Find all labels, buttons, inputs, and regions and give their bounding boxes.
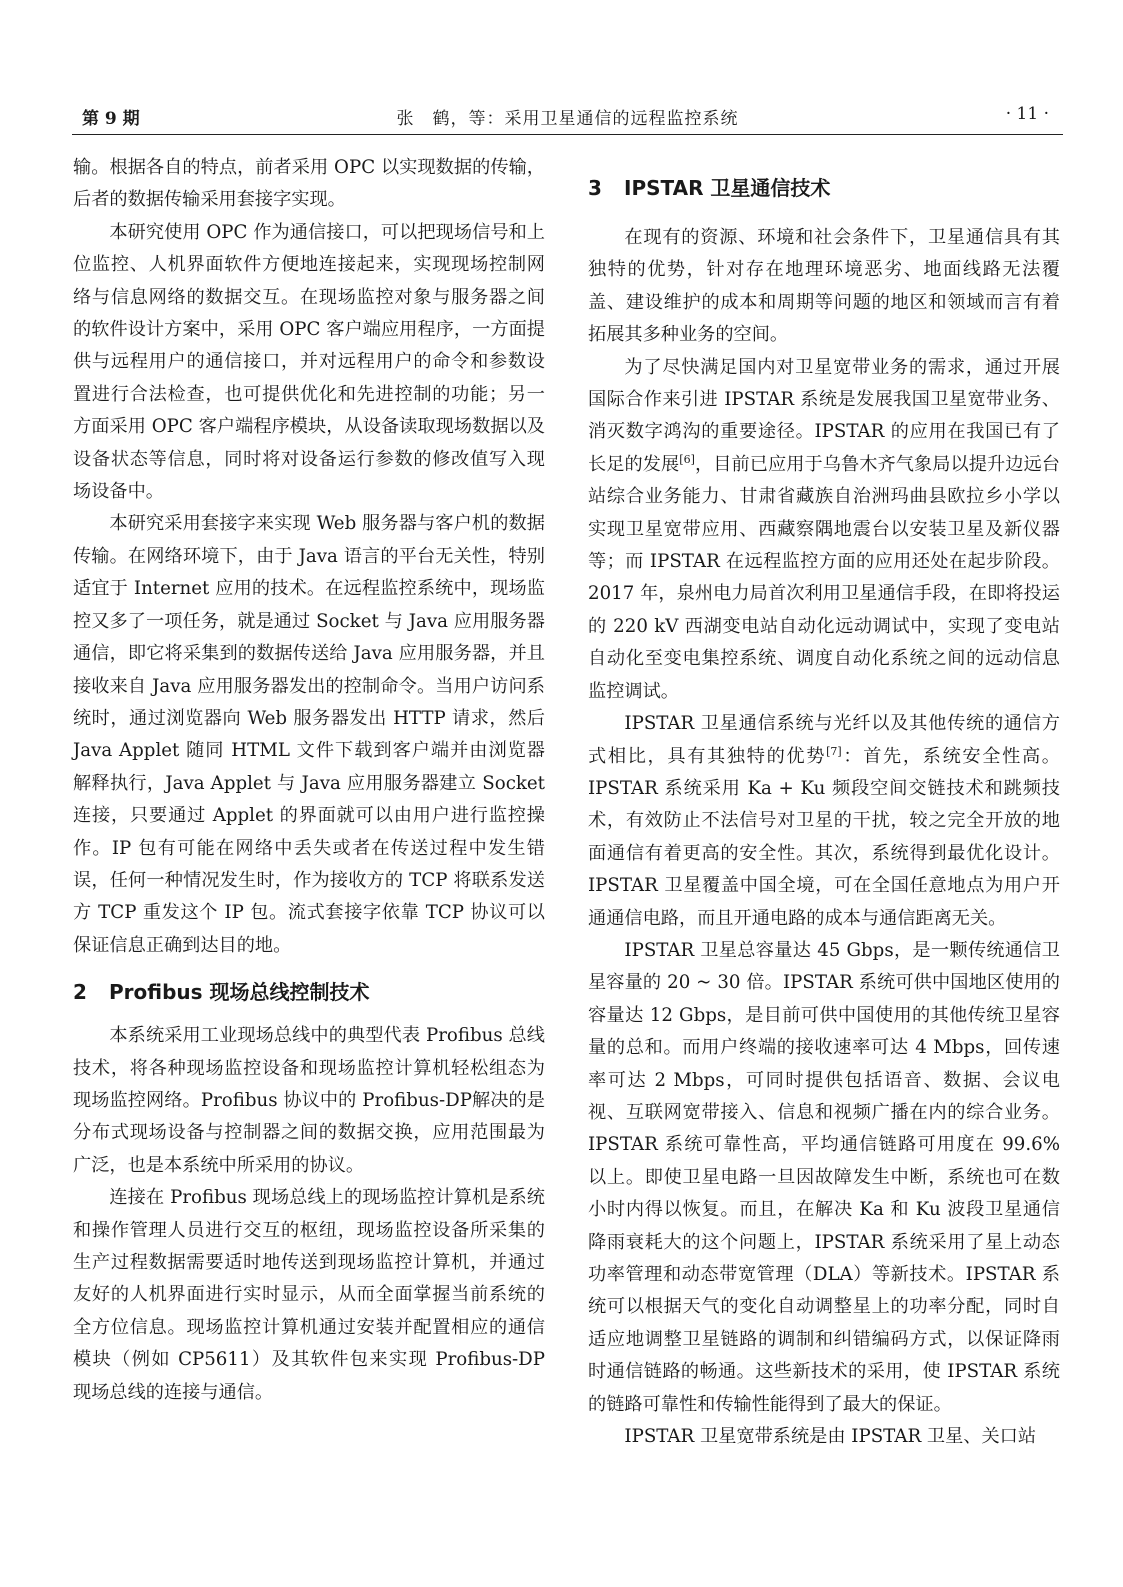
section-title: Profibus 现场总线控制技术 [109,980,370,1005]
citation: [6] [679,452,695,466]
section-heading-2 [73,976,545,1008]
running-header [72,100,1063,135]
section-heading-3 [588,172,1060,204]
text-run: ：首先，系统安全性高。IPSTAR 系统采用 Ka + Ku 频段空间交链技术和跳频技术，有效防止不法信号对卫星的干扰，较之完全开放的地面通信有着更高的安全性。其次，系统得到最优化设计。IPSTAR 卫星覆盖中国全境，可在全国任意地点为用户开通通信电路，而且开通电路的成本与通信距离无关。 [588,745,1060,929]
paragraph: 本研究采用套接字来实现 Web 服务器与客户机的数据传输。在网络环境下，由于 Java 语言的平台无关性，特别适宜于 Internet 应用的技术。在远程监控系统中，现场监控又多了一项任务，就是通过 Socket 与 Java 应用服务器通信，即它将采集到的数据传送给 Java 应用服务器，并且接收来自 Java 应用服务器发出的控制命令。当用户访问系统时，通过浏览器向 Web 服务器发出 HTTP 请求，然后 Java Applet 随同 HTML 文件下载到客户端并由浏览器解释执行，Java Applet 与 Java 应用服务器建立 Socket 连接，只要通过 Applet 的界面就可以由用户进行监控操作。IP 包有可能在网络中丢失或者在传送过程中发生错误，任何一种情况发生时，作为接收方的 TCP 将联系发送方 TCP 重发这个 IP 包。流式套接字依靠 TCP 协议可以保证信息正确到达目的地。 [73,513,545,956]
paragraph [588,708,1060,935]
text-run: 为了尽快满足国内对卫星宽带业务的需求，通过开展国际合作来引进 IPSTAR 系统是发展我国卫星宽带业务、消灭数字鸿沟的重要途径。IPSTAR 的应用在我国已有了长足的发展 [588,356,1060,475]
paragraph: 本研究使用 OPC 作为通信接口，可以把现场信号和上位监控、人机界面软件方便地连接起来，实现现场控制网络与信息网络的数据交互。在现场监控对象与服务器之间的软件设计方案中，采用 OPC 客户端应用程序，一方面提供与远程用户的通信接口，并对远程用户的命令和参数设置进行合法检查，也可提供优化和先进控制的功能；另一方面采用 OPC 客户端程序模块，从设备读取现场数据以及设备状态等信息，同时将对设备运行参数的修改值写入现场设备中。 [73,221,545,503]
article-running-title: 张 鹤，等：采用卫星通信的远程监控系统 [396,109,739,129]
paragraph: 输。根据各自的特点，前者采用 OPC 以实现数据的传输，后者的数据传输采用套接字实现。 [73,157,545,211]
section-number: 2 [73,980,87,1005]
paragraph: 连接在 Profibus 现场总线上的现场监控计算机是系统和操作管理人员进行交互的枢纽，现场监控设备所采集的生产过程数据需要适时地传送到现场监控计算机，并通过友好的人机界面进行实时显示，从而全面掌握当前系统的全方位信息。现场监控计算机通过安装并配置相应的通信模块（例如 CP5611）及其软件包来实现 Profibus-DP 现场总线的连接与通信。 [73,1187,545,1403]
issue-number: 第 9 期 [82,109,140,129]
section-number: 3 [588,176,602,200]
text-run: ，目前已应用于乌鲁木齐气象局以提升边远台站综合业务能力、甘肃省藏族自治洲玛曲县欧拉乡小学以实现卫星宽带应用、西藏察隅地震台以安装卫星及新仪器等；而 IPSTAR 在远程监控方面的应用还处在起步阶段。2017 年，泉州电力局首次利用卫星通信手段，在即将投运的 220 kV 西湖变电站自动化远动调试中，实现了变电站自动化至变电集控系统、调度自动化系统之间的远动信息监控调试。 [588,453,1060,702]
page-number: · 11 · [1005,104,1049,124]
paragraph: 在现有的资源、环境和社会条件下，卫星通信具有其独特的优势，针对存在地理环境恶劣、地面线路无法覆盖、建设维护的成本和周期等问题的地区和领域而言有着拓展其多种业务的空间。 [588,227,1060,346]
paragraph: IPSTAR 卫星总容量达 45 Gbps，是一颗传统通信卫星容量的 20 ~ 30 倍。IPSTAR 系统可供中国地区使用的容量达 12 Gbps，是目前可供中国使用的其他传统卫星容量的总和。而用户终端的接收速率可达 4 Mbps，回传速率可达 2 Mbps，可同时提供包括语音、数据、会议电视、互联网宽带接入、信息和视频广播在内的综合业务。IPSTAR 系统可靠性高，平均通信链路可用度在 99.6% 以上。即使卫星电路一旦因故障发生中断，系统也可在数小时内得以恢复。而且，在解决 Ka 和 Ku 波段卫星通信降雨衰耗大的这个问题上，IPSTAR 系统采用了星上动态功率管理和动态带宽管理（DLA）等新技术。IPSTAR 系统可以根据天气的变化自动调整星上的功率分配，同时自适应地调整卫星链路的调制和纠错编码方式，以保证降雨时通信链路的畅通。这些新技术的采用，使 IPSTAR 系统的链路可靠性和传输性能得到了最大的保证。 [588,939,1060,1415]
citation: [7] [826,744,842,758]
section-title: IPSTAR 卫星通信技术 [624,176,831,200]
left-column [73,152,545,1409]
paragraph: 本系统采用工业现场总线中的典型代表 Profibus 总线技术，将各种现场监控设备和现场监控计算机轻松组态为现场监控网络。Profibus 协议中的 Profibus-DP解决的是分布式现场设备与控制器之间的数据交换，应用范围最为广泛，也是本系统中所采用的协议。 [73,1025,545,1176]
right-column [588,156,1060,1453]
paragraph: IPSTAR 卫星宽带系统是由 IPSTAR 卫星、关口站 [624,1426,1037,1448]
text-run: IPSTAR 卫星通信系统与光纤以及其他传统的通信方式相比，具有其独特的优势 [588,713,1060,767]
paragraph [588,352,1060,708]
